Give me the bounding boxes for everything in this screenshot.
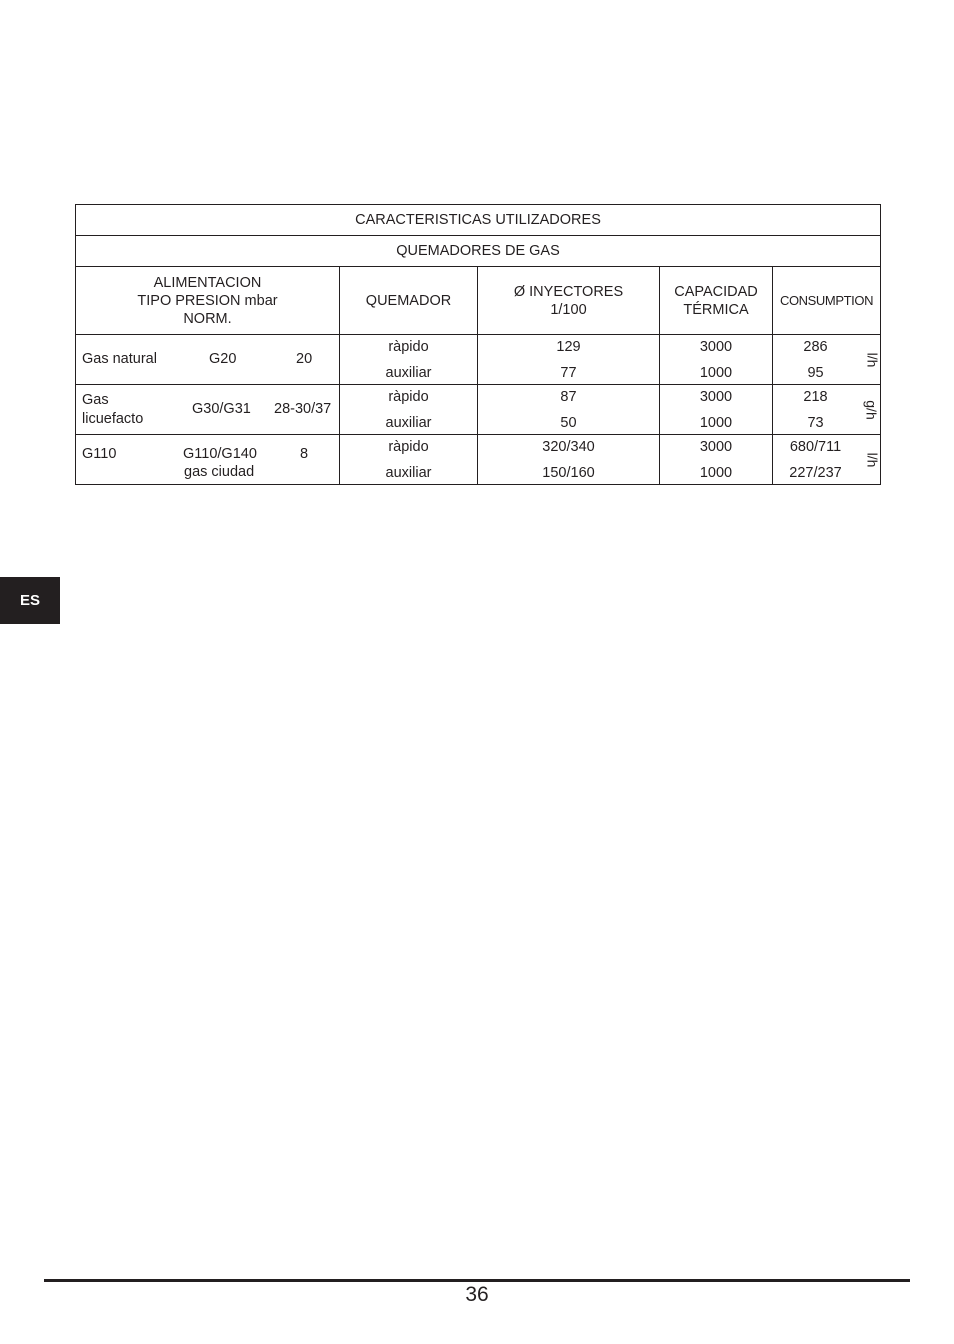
consumption-rapid: 218 <box>803 388 828 405</box>
feed-cell <box>76 335 340 385</box>
gas-pressure: 8 <box>300 446 309 462</box>
injector-aux: 150/160 <box>542 464 595 481</box>
header-feed-line2: TIPO PRESION mbar <box>137 292 278 309</box>
header-feed-line1: ALIMENTACION <box>153 274 262 291</box>
header-injectors-line1: Ø INYECTORES <box>513 283 624 300</box>
table-subtitle: QUEMADORES DE GAS <box>76 236 881 267</box>
gas-pressure: 20 <box>296 351 313 367</box>
capacity-rapid: 3000 <box>699 338 733 355</box>
header-capacity-line2: TÉRMICA <box>683 301 749 318</box>
table-row <box>76 335 881 385</box>
page-number: 36 <box>465 1283 489 1306</box>
gas-type-line2: gas ciudad <box>184 464 255 480</box>
injector-cell <box>478 335 660 385</box>
header-capacity-line1: CAPACIDAD <box>674 283 758 300</box>
consumption-unit: l/h <box>864 452 881 467</box>
header-injectors <box>478 267 660 335</box>
header-capacity <box>660 267 773 335</box>
injector-rapid: 87 <box>560 388 577 405</box>
feed-cell <box>76 385 340 435</box>
capacity-rapid: 3000 <box>699 438 733 455</box>
footer-divider <box>44 1279 910 1282</box>
capacity-aux: 1000 <box>699 464 733 481</box>
table-row <box>76 435 881 485</box>
consumption-aux: 227/237 <box>789 464 842 481</box>
injector-rapid: 129 <box>556 338 581 355</box>
consumption-cell <box>773 335 881 385</box>
burner-aux: auxiliar <box>385 364 432 381</box>
header-feed <box>76 267 340 335</box>
consumption-aux: 73 <box>807 414 824 431</box>
gas-name: G110 <box>82 446 117 462</box>
burner-rapid: ràpido <box>388 338 429 355</box>
burner-aux: auxiliar <box>385 414 432 431</box>
capacity-cell <box>660 335 773 385</box>
header-consumption: CONSUMPTION <box>773 267 881 335</box>
injector-cell <box>478 435 660 485</box>
injector-aux: 50 <box>560 414 577 431</box>
capacity-rapid: 3000 <box>699 388 733 405</box>
table-header-row <box>76 267 881 335</box>
header-feed-line3: NORM. <box>183 310 232 327</box>
consumption-rapid: 680/711 <box>789 438 842 455</box>
gas-burner-table <box>75 204 881 485</box>
burner-rapid: ràpido <box>388 438 429 455</box>
gas-pressure: 28-30/37 <box>274 401 332 417</box>
injector-aux: 77 <box>560 364 577 381</box>
gas-type: G110/G140 <box>183 446 257 462</box>
capacity-aux: 1000 <box>699 414 733 431</box>
capacity-cell <box>660 435 773 485</box>
feed-cell <box>76 435 340 485</box>
capacity-aux: 1000 <box>699 364 733 381</box>
header-burner: QUEMADOR <box>340 267 478 335</box>
injector-cell <box>478 385 660 435</box>
gas-name: Gas <box>82 392 109 408</box>
consumption-cell <box>773 435 881 485</box>
burner-aux: auxiliar <box>385 464 432 481</box>
burner-cell <box>340 335 478 385</box>
gas-type: G30/G31 <box>192 401 251 417</box>
burner-cell <box>340 385 478 435</box>
consumption-unit: g/h <box>864 399 881 420</box>
consumption-aux: 95 <box>807 364 824 381</box>
capacity-cell <box>660 385 773 435</box>
table-title: CARACTERISTICAS UTILIZADORES <box>76 205 881 236</box>
gas-type: G20 <box>209 351 237 367</box>
gas-name: Gas natural <box>82 351 157 367</box>
gas-name-line2: licuefacto <box>82 411 144 427</box>
consumption-cell <box>773 385 881 435</box>
injector-rapid: 320/340 <box>542 438 595 455</box>
header-injectors-line2: 1/100 <box>550 301 587 318</box>
table-row <box>76 385 881 435</box>
burner-rapid: ràpido <box>388 388 429 405</box>
language-tab: ES <box>0 577 60 624</box>
consumption-rapid: 286 <box>803 338 828 355</box>
consumption-unit: l/h <box>864 352 881 367</box>
burner-cell <box>340 435 478 485</box>
